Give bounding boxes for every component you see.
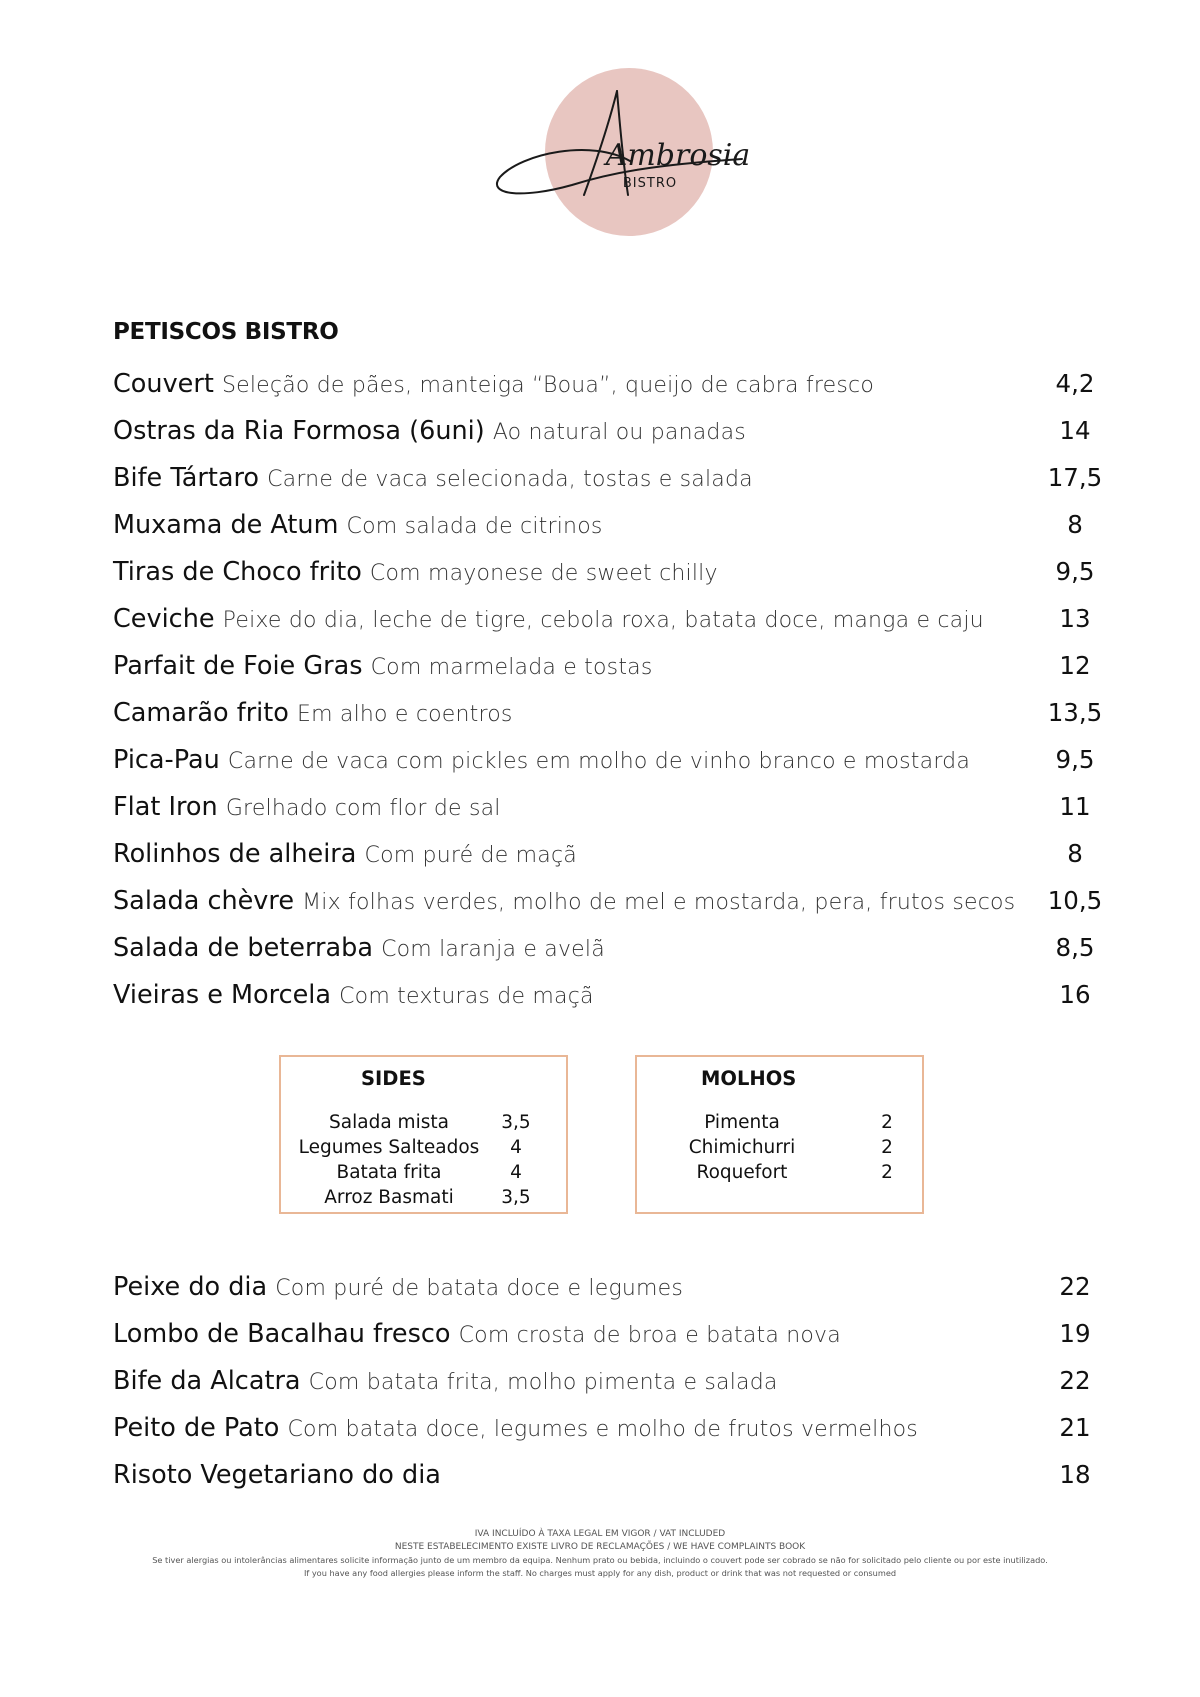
item-name xyxy=(113,602,984,638)
menu-item xyxy=(113,461,1113,508)
box-item-price: 3,5 xyxy=(501,1112,531,1133)
box-item-name: Arroz Basmati xyxy=(324,1187,454,1208)
box-item-name: Chimichurri xyxy=(688,1137,796,1158)
box-item-name: Batata frita xyxy=(336,1162,442,1183)
item-description: Com texturas de maçã xyxy=(339,984,594,1009)
item-price: 22 xyxy=(1059,1366,1091,1395)
item-name xyxy=(113,790,501,826)
item-price: 9,5 xyxy=(1055,745,1095,774)
footer xyxy=(0,1528,1200,1580)
item-name-text: Pica-Pau xyxy=(113,745,220,775)
box-item-name: Salada mista xyxy=(329,1112,449,1133)
item-description: Com marmelada e tostas xyxy=(370,655,653,680)
item-description: Com puré de maçã xyxy=(364,843,577,868)
item-name-text: Rolinhos de alheira xyxy=(113,839,357,869)
item-name xyxy=(113,414,746,450)
menu-item xyxy=(113,884,1113,931)
item-price: 13,5 xyxy=(1047,698,1103,727)
item-description: Com crosta de broa e batata nova xyxy=(458,1323,841,1348)
item-price: 11 xyxy=(1059,792,1091,821)
item-name-text: Vieiras e Morcela xyxy=(113,980,331,1010)
item-description: Com salada de citrinos xyxy=(346,514,603,539)
sides-list xyxy=(281,1110,566,1210)
item-name xyxy=(113,461,753,497)
item-name xyxy=(113,1317,841,1353)
box-item xyxy=(281,1160,566,1185)
item-price: 17,5 xyxy=(1047,463,1103,492)
item-name-text: Parfait de Foie Gras xyxy=(113,651,363,681)
footer-allergies-pt: Se tiver alergias ou intolerâncias alimentares solicite informação junto de um membro da equipa. Nenhum prato ou bebida, incluindo o couvert pode ser cobrado se não for solicitado pelo cliente ou por este inutilizado. xyxy=(152,1555,1048,1565)
box-item-price: 2 xyxy=(881,1162,893,1183)
molhos-box xyxy=(635,1055,924,1214)
item-name-text: Peito de Pato xyxy=(113,1413,280,1443)
item-name xyxy=(113,931,605,967)
menu-item xyxy=(113,978,1113,1025)
box-item xyxy=(637,1135,922,1160)
item-price: 10,5 xyxy=(1047,886,1103,915)
item-price: 22 xyxy=(1059,1272,1091,1301)
item-name-text: Bife Tártaro xyxy=(113,463,259,493)
footer-complaints: NESTE ESTABELECIMENTO EXISTE LIVRO DE RECLAMAÇÕES / WE HAVE COMPLAINTS BOOK xyxy=(394,1542,806,1552)
box-item xyxy=(637,1160,922,1185)
item-price: 19 xyxy=(1059,1319,1091,1348)
menu-item xyxy=(113,931,1113,978)
box-item xyxy=(281,1135,566,1160)
item-name xyxy=(113,978,594,1014)
box-item xyxy=(281,1185,566,1210)
molhos-title: MOLHOS xyxy=(701,1067,797,1090)
box-item-name: Roquefort xyxy=(696,1162,788,1183)
box-item-name: Legumes Salteados xyxy=(298,1137,480,1158)
menu-item xyxy=(113,508,1113,555)
item-description: Mix folhas verdes, molho de mel e mostarda, pera, frutos secos xyxy=(302,890,1016,915)
item-description: Carne de vaca com pickles em molho de vinho branco e mostarda xyxy=(227,749,971,774)
item-name-text: Muxama de Atum xyxy=(113,510,339,540)
footer-allergies-en: If you have any food allergies please inform the staff. No charges must apply for any dish, product or drink that was not requested or consumed xyxy=(303,1568,897,1578)
sides-box xyxy=(279,1055,568,1214)
menu-item xyxy=(113,1411,1113,1458)
item-name-text: Lombo de Bacalhau fresco xyxy=(113,1319,451,1349)
box-item-price: 3,5 xyxy=(501,1187,531,1208)
mains-list xyxy=(113,1270,1113,1505)
item-name-text: Bife da Alcatra xyxy=(113,1366,301,1396)
item-price: 8 xyxy=(1067,839,1083,868)
box-item xyxy=(281,1110,566,1135)
item-price: 14 xyxy=(1059,416,1091,445)
menu-item xyxy=(113,1364,1113,1411)
item-price: 8 xyxy=(1067,510,1083,539)
item-name-text: Flat Iron xyxy=(113,792,218,822)
item-description: Em alho e coentros xyxy=(296,702,513,727)
item-name xyxy=(113,696,513,732)
item-name xyxy=(113,367,874,403)
menu-item xyxy=(113,1270,1113,1317)
item-name xyxy=(113,1364,778,1400)
brand-subtitle: BISTRO xyxy=(622,176,678,191)
footer-vat: IVA INCLUÍDO À TAXA LEGAL EM VIGOR / VAT INCLUDED xyxy=(474,1529,726,1539)
menu-item xyxy=(113,414,1113,461)
sides-title: SIDES xyxy=(361,1067,426,1090)
menu-item xyxy=(113,837,1113,884)
item-price: 18 xyxy=(1059,1460,1091,1489)
item-price: 21 xyxy=(1059,1413,1091,1442)
item-name xyxy=(113,555,718,591)
item-name xyxy=(113,1411,918,1447)
item-description: Com mayonese de sweet chilly xyxy=(369,561,718,586)
section-title: PETISCOS BISTRO xyxy=(113,319,339,345)
item-name-text: Ostras da Ria Formosa (6uni) xyxy=(113,416,485,446)
menu-item xyxy=(113,649,1113,696)
menu-item xyxy=(113,367,1113,414)
item-name xyxy=(113,743,970,779)
item-name xyxy=(113,649,653,685)
item-name-text: Camarão frito xyxy=(113,698,289,728)
item-price: 4,2 xyxy=(1055,369,1095,398)
menu-item xyxy=(113,555,1113,602)
item-name-text: Risoto Vegetariano do dia xyxy=(113,1460,441,1490)
item-name xyxy=(113,884,1015,920)
item-name-text: Salada chèvre xyxy=(113,886,295,916)
item-description: Carne de vaca selecionada, tostas e salada xyxy=(267,467,753,492)
item-name xyxy=(113,508,603,544)
petiscos-list xyxy=(113,367,1113,1025)
item-price: 13 xyxy=(1059,604,1091,633)
box-item xyxy=(637,1110,922,1135)
item-price: 16 xyxy=(1059,980,1091,1009)
item-description: Seleção de pães, manteiga “Boua”, queijo de cabra fresco xyxy=(221,373,874,398)
item-price: 8,5 xyxy=(1055,933,1095,962)
item-name-text: Salada de beterraba xyxy=(113,933,373,963)
item-description: Peixe do dia, leche de tigre, cebola roxa, batata doce, manga e caju xyxy=(222,608,984,633)
brand-name: Ambrosia xyxy=(605,138,751,173)
item-name xyxy=(113,1458,441,1492)
menu-item xyxy=(113,696,1113,743)
item-price: 12 xyxy=(1059,651,1091,680)
item-description: Com puré de batata doce e legumes xyxy=(275,1276,684,1301)
item-name-text: Couvert xyxy=(113,369,214,399)
menu-item xyxy=(113,790,1113,837)
item-name-text: Ceviche xyxy=(113,604,215,634)
menu-item xyxy=(113,1317,1113,1364)
item-description: Com laranja e avelã xyxy=(381,937,605,962)
item-description: Com batata doce, legumes e molho de frutos vermelhos xyxy=(287,1417,918,1442)
box-item-price: 2 xyxy=(881,1137,893,1158)
brand-logo xyxy=(492,67,768,237)
box-item-price: 2 xyxy=(881,1112,893,1133)
item-name-text: Peixe do dia xyxy=(113,1272,268,1302)
item-description: Grelhado com flor de sal xyxy=(225,796,501,821)
box-item-name: Pimenta xyxy=(704,1112,780,1133)
item-name xyxy=(113,1270,683,1306)
menu-item xyxy=(113,743,1113,790)
item-price: 9,5 xyxy=(1055,557,1095,586)
molhos-list xyxy=(637,1110,922,1185)
item-description: Com batata frita, molho pimenta e salada xyxy=(308,1370,778,1395)
item-description: Ao natural ou panadas xyxy=(492,420,746,445)
menu-item xyxy=(113,602,1113,649)
box-item-price: 4 xyxy=(510,1162,522,1183)
menu-item xyxy=(113,1458,1113,1505)
item-name xyxy=(113,837,577,873)
box-item-price: 4 xyxy=(510,1137,522,1158)
item-name-text: Tiras de Choco frito xyxy=(113,557,362,587)
